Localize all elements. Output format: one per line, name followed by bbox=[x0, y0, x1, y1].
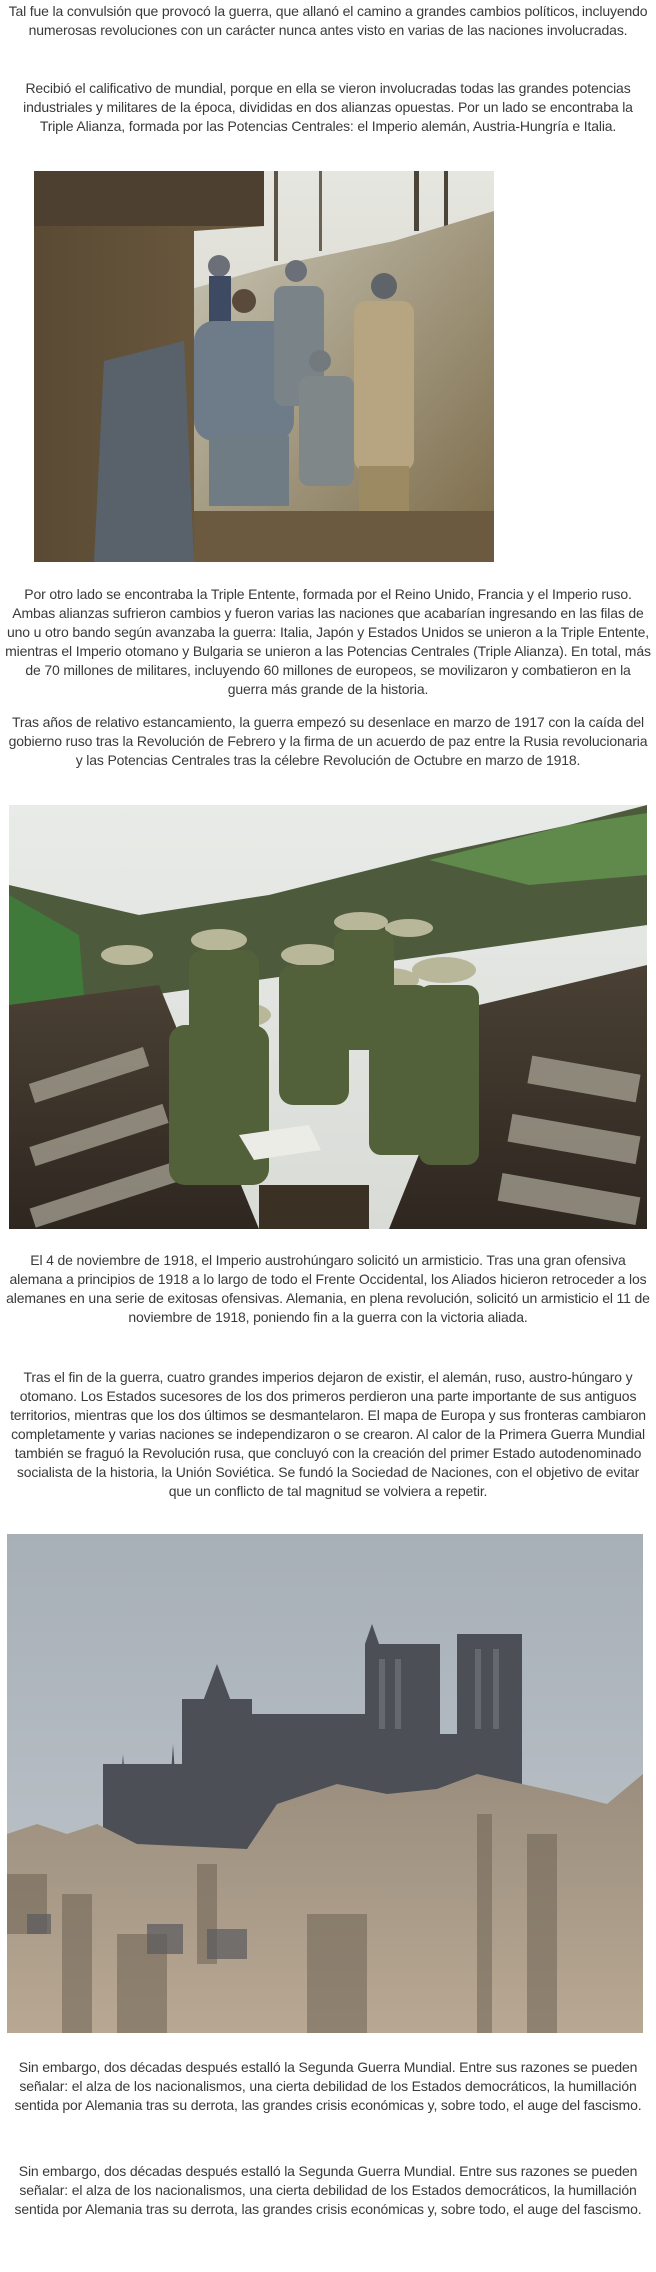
paragraph-fin-imperios: Tras el fin de la guerra, cuatro grandes imperios dejaron de existir, el alemán, ruso, austro-húngaro y otomano. Los Estados sucesores de los dos primeros perdieron una parte importante de sus antiguos territorios, mientras que los dos últimos se desmantelaron. El mapa de Europa y sus fronteras cambiaron completamente y varias naciones se independizaron o se crearon. Al calor de la Primera Guerra Mundial también se fraguó la Revolución rusa, que concluyó con la creación del primer Estado autodenominado socialista de la historia, la Unión Soviética. Se fundó la Sociedad de Naciones, con el objetivo de evitar que un conflicto de tal magnitud se volviera a repetir. bbox=[10, 1369, 646, 1499]
paragraph-intro-convulsion: Tal fue la convulsión que provocó la guerra, que allanó el camino a grandes cambios políticos, incluyendo numerosas revoluciones con un carácter nunca antes visto en varias de las naciones involucradas. bbox=[8, 3, 648, 38]
paragraph-segunda-guerra-duplicate: Sin embargo, dos décadas después estalló la Segunda Guerra Mundial. Entre sus razones se pueden señalar: el alza de los nacionalismos, una cierta debilidad de los Estados democráticos, la humillación sentida por Alemania tras su derrota, las grandes crisis económicas y, sobre todo, el auge del fascismo. bbox=[14, 2163, 642, 2217]
paragraph-triple-entente: Por otro lado se encontraba la Triple Entente, formada por el Reino Unido, Francia y el Imperio ruso. Ambas alianzas sufrieron cambios y fueron varias las naciones que acabarían ingresando en las filas de uno u otro bando según avanzaba la guerra: Italia, Japón y Estados Unidos se unieron a la Triple Entente, mientras el Imperio otomano y Bulgaria se unieron a las Potencias Centrales (Triple Alianza). En total, más de 70 millones de militares, incluyendo 60 millones de europeos, se movilizaron y combatieron en la guerra más grande de la historia. bbox=[5, 586, 651, 697]
paragraph-triple-alianza: Recibió el calificativo de mundial, porque en ella se vieron involucradas todas las grandes potencias industriales y militares de la época, divididas en dos alianzas opuestas. Por un lado se encontraba la Triple Alianza, formada por las Potencias Centrales: el Imperio alemán, Austria-Hungría e Italia. bbox=[23, 80, 633, 134]
photo-french-soldiers-trench bbox=[34, 171, 494, 562]
paragraph-segunda-guerra: Sin embargo, dos décadas después estalló la Segunda Guerra Mundial. Entre sus razones se pueden señalar: el alza de los nacionalismos, una cierta debilidad de los Estados democráticos, la humillación sentida por Alemania tras su derrota, las grandes crisis económicas y, sobre todo, el auge del fascismo. bbox=[14, 2059, 642, 2113]
photo-british-soldiers-trench bbox=[9, 805, 647, 1229]
paragraph-desenlace-1917: Tras años de relativo estancamiento, la guerra empezó su desenlace en marzo de 1917 con la caída del gobierno ruso tras la Revolución de Febrero y la firma de un acuerdo de paz entre la Rusia revolucionaria y las Potencias Centrales tras la célebre Revolución de Octubre en marzo de 1918. bbox=[8, 714, 648, 768]
photo-ruined-cathedral-city bbox=[7, 1534, 643, 2033]
paragraph-armisticio-1918: El 4 de noviembre de 1918, el Imperio austrohúngaro solicitó un armisticio. Tras una gran ofensiva alemana a principios de 1918 a lo largo de todo el Frente Occidental, los Aliados hicieron retroceder a los alemanes en una serie de exitosas ofensivas. Alemania, en plena revolución, solicitó un armisticio el 11 de noviembre de 1918, poniendo fin a la guerra con la victoria aliada. bbox=[6, 1252, 650, 1325]
